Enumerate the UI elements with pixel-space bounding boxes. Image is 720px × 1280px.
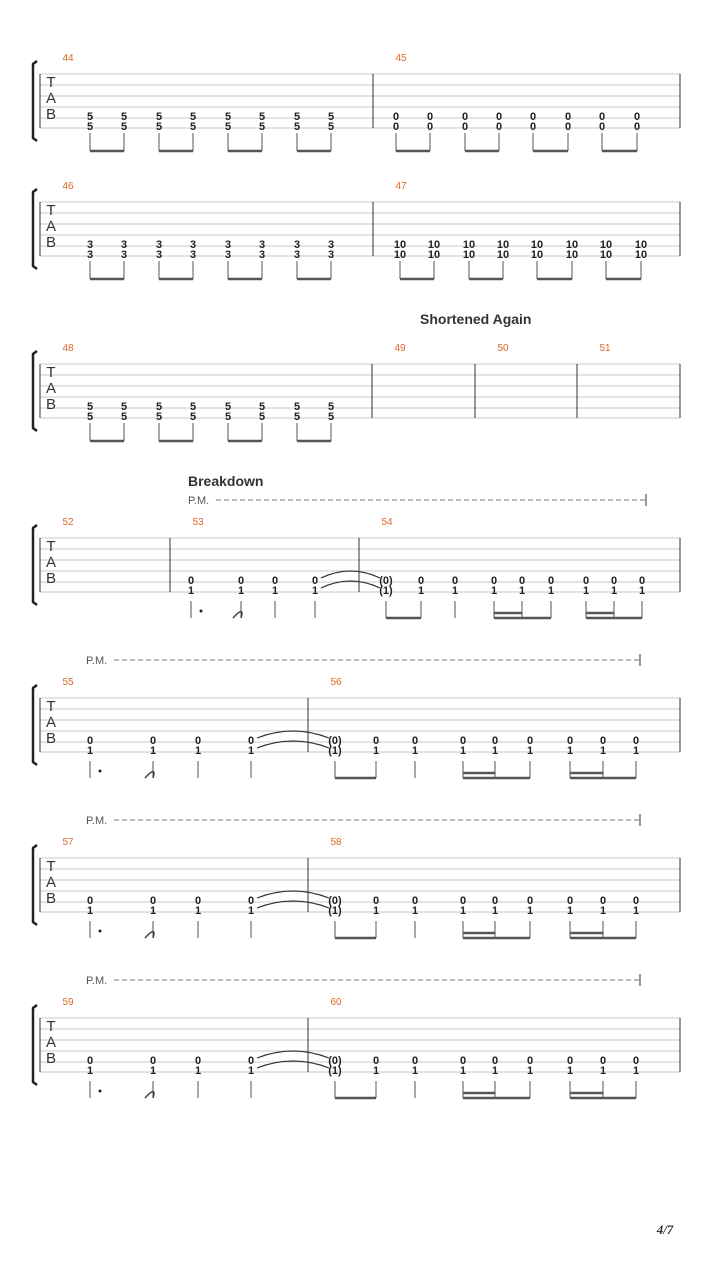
fret-number: 0 — [461, 121, 469, 133]
fret-number: 5 — [189, 401, 197, 413]
fret-number: 5 — [86, 111, 94, 123]
tab-clef-letter: B — [45, 1050, 57, 1067]
fret-number: 0 — [392, 121, 400, 133]
tie-curve — [321, 571, 380, 578]
measure-number: 54 — [381, 517, 393, 528]
fret-number: 0 — [566, 735, 574, 747]
fret-number: 1 — [149, 905, 157, 917]
system-bracket — [33, 685, 37, 765]
palm-mute-label: P.M. — [86, 655, 108, 667]
fret-number: 0 — [526, 1055, 534, 1067]
fret-number: 5 — [327, 401, 335, 413]
fret-number: 0 — [149, 735, 157, 747]
fret-number: 1 — [247, 905, 255, 917]
fret-number: 5 — [327, 411, 335, 423]
fret-number: 0 — [372, 1055, 380, 1067]
tab-clef-letter: B — [45, 396, 57, 413]
fret-number: 0 — [426, 111, 434, 123]
fret-number: 0 — [633, 121, 641, 133]
fret-number: 1 — [237, 585, 245, 597]
fret-number: 1 — [566, 745, 574, 757]
fret-number: 1 — [194, 745, 202, 757]
fret-number: 1 — [459, 745, 467, 757]
dot — [99, 770, 102, 773]
fret-number: 0 — [599, 895, 607, 907]
fret-number: 3 — [86, 239, 94, 251]
measure-number: 56 — [330, 677, 342, 688]
fret-number: 3 — [327, 239, 335, 251]
fret-number: 10 — [393, 249, 407, 261]
tab-clef-letter: T — [46, 74, 56, 91]
fret-number: 0 — [149, 895, 157, 907]
fret-number: 5 — [120, 111, 128, 123]
fret-number: (0) — [328, 895, 342, 907]
measure-number: 51 — [599, 343, 611, 354]
fret-number: 0 — [247, 1055, 255, 1067]
fret-number: (0) — [328, 1055, 342, 1067]
tab-clef-letter: A — [45, 90, 57, 107]
fret-number: 1 — [566, 905, 574, 917]
fret-number: 0 — [598, 121, 606, 133]
fret-number: 0 — [411, 895, 419, 907]
fret-number: 0 — [451, 575, 459, 587]
fret-number: 0 — [247, 895, 255, 907]
fret-number: 0 — [566, 1055, 574, 1067]
system-bracket — [33, 525, 37, 605]
fret-number: 0 — [491, 735, 499, 747]
system-bracket — [33, 189, 37, 269]
fret-number: 0 — [491, 895, 499, 907]
fret-number: 0 — [632, 735, 640, 747]
tab-clef-letter: B — [45, 890, 57, 907]
fret-number: 1 — [271, 585, 279, 597]
fret-number: 3 — [86, 249, 94, 261]
fret-number: 5 — [155, 401, 163, 413]
fret-number: 1 — [372, 1065, 380, 1077]
fret-number: 5 — [120, 401, 128, 413]
fret-number: 0 — [529, 121, 537, 133]
fret-number: 1 — [491, 1065, 499, 1077]
fret-number: 0 — [426, 121, 434, 133]
fret-number: 1 — [526, 905, 534, 917]
dot — [200, 610, 203, 613]
fret-number: (0) — [328, 735, 342, 747]
fret-number: (1) — [328, 905, 342, 917]
fret-number: 1 — [411, 1065, 419, 1077]
fret-number: 1 — [632, 905, 640, 917]
page-number: 4/7 — [656, 1222, 674, 1237]
fret-number: 1 — [526, 745, 534, 757]
fret-number: 3 — [189, 239, 197, 251]
fret-number: 0 — [495, 121, 503, 133]
fret-number: 5 — [258, 121, 266, 133]
fret-number: 3 — [120, 239, 128, 251]
fret-number: 1 — [518, 585, 526, 597]
tab-clef-letter: B — [45, 730, 57, 747]
measure-number: 57 — [62, 837, 74, 848]
measure-number: 47 — [395, 181, 407, 192]
tab-clef-letter: T — [46, 698, 56, 715]
fret-number: 0 — [495, 111, 503, 123]
fret-number: 1 — [526, 1065, 534, 1077]
fret-number: 5 — [258, 111, 266, 123]
fret-number: 0 — [194, 735, 202, 747]
palm-mute-label: P.M. — [188, 495, 210, 507]
fret-number: 3 — [224, 239, 232, 251]
fret-number: 0 — [411, 1055, 419, 1067]
fret-number: 1 — [582, 585, 590, 597]
fret-number: 1 — [632, 745, 640, 757]
fret-number: 1 — [311, 585, 319, 597]
fret-number: 0 — [459, 735, 467, 747]
fret-number: 10 — [462, 239, 476, 251]
fret-number: 10 — [393, 239, 407, 251]
fret-number: 10 — [496, 239, 510, 251]
fret-number: 0 — [271, 575, 279, 587]
fret-number: 10 — [427, 249, 441, 261]
fret-number: 5 — [224, 111, 232, 123]
fret-number: 1 — [411, 905, 419, 917]
section-label: Breakdown — [188, 473, 264, 489]
fret-number: 0 — [638, 575, 646, 587]
fret-number: 0 — [372, 895, 380, 907]
fret-number: 5 — [293, 111, 301, 123]
fret-number: 1 — [187, 585, 195, 597]
fret-number: 5 — [327, 111, 335, 123]
fret-number: 5 — [224, 121, 232, 133]
fret-number: 0 — [372, 735, 380, 747]
fret-number: 0 — [598, 111, 606, 123]
fret-number: 0 — [547, 575, 555, 587]
fret-number: 5 — [155, 411, 163, 423]
fret-number: (0) — [379, 575, 393, 587]
fret-number: 1 — [566, 1065, 574, 1077]
fret-number: 0 — [194, 1055, 202, 1067]
fret-number: 0 — [411, 735, 419, 747]
tab-clef-letter: A — [45, 1034, 57, 1051]
palm-mute-label: P.M. — [86, 815, 108, 827]
fret-number: 0 — [490, 575, 498, 587]
fret-number: 1 — [491, 745, 499, 757]
measure-number: 53 — [192, 517, 204, 528]
measure-number: 52 — [62, 517, 74, 528]
fret-number: 1 — [247, 745, 255, 757]
fret-number: 0 — [518, 575, 526, 587]
fret-number: 10 — [599, 249, 613, 261]
tie-curve — [257, 1051, 329, 1058]
tab-clef-letter: T — [46, 202, 56, 219]
tab-clef-letter: T — [46, 1018, 56, 1035]
fret-number: 1 — [599, 1065, 607, 1077]
fret-number: 0 — [461, 111, 469, 123]
measure-number: 49 — [394, 343, 406, 354]
fret-number: 5 — [86, 121, 94, 133]
fret-number: 1 — [247, 1065, 255, 1077]
fret-number: 5 — [155, 111, 163, 123]
tab-clef-letter: T — [46, 364, 56, 381]
fret-number: 1 — [86, 745, 94, 757]
fret-number: 1 — [411, 745, 419, 757]
fret-number: 3 — [293, 239, 301, 251]
fret-number: 0 — [633, 111, 641, 123]
fret-number: 0 — [187, 575, 195, 587]
fret-number: (1) — [328, 1065, 342, 1077]
fret-number: 0 — [599, 1055, 607, 1067]
fret-number: 0 — [566, 895, 574, 907]
fret-number: 0 — [599, 735, 607, 747]
fret-number: 0 — [149, 1055, 157, 1067]
fret-number: 1 — [547, 585, 555, 597]
fret-number: 1 — [194, 905, 202, 917]
fret-number: 5 — [86, 411, 94, 423]
tab-clef-letter: A — [45, 714, 57, 731]
fret-number: 10 — [530, 249, 544, 261]
fret-number: 3 — [155, 239, 163, 251]
measure-number: 45 — [395, 53, 407, 64]
fret-number: 5 — [120, 121, 128, 133]
fret-number: 1 — [372, 745, 380, 757]
palm-mute-label: P.M. — [86, 975, 108, 987]
fret-number: 5 — [258, 401, 266, 413]
fret-number: 3 — [120, 249, 128, 261]
tab-clef-letter: B — [45, 106, 57, 123]
fret-number: 1 — [86, 905, 94, 917]
fret-number: 3 — [224, 249, 232, 261]
fret-number: 0 — [564, 111, 572, 123]
system-bracket — [33, 845, 37, 925]
dot — [99, 930, 102, 933]
fret-number: 0 — [311, 575, 319, 587]
fret-number: 5 — [258, 411, 266, 423]
measure-number: 59 — [62, 997, 74, 1008]
fret-number: 10 — [565, 239, 579, 251]
fret-number: 5 — [224, 411, 232, 423]
fret-number: 1 — [149, 745, 157, 757]
fret-number: 0 — [86, 1055, 94, 1067]
fret-number: 5 — [189, 411, 197, 423]
measure-number: 50 — [497, 343, 509, 354]
tie-curve — [257, 891, 329, 898]
tie-curve — [257, 731, 329, 738]
fret-number: 3 — [293, 249, 301, 261]
fret-number: 1 — [194, 1065, 202, 1077]
tab-clef-letter: T — [46, 538, 56, 555]
fret-number: 0 — [491, 1055, 499, 1067]
tab-clef-letter: A — [45, 218, 57, 235]
system-bracket — [33, 351, 37, 431]
fret-number: 0 — [194, 895, 202, 907]
tab-clef-letter: B — [45, 570, 57, 587]
fret-number: 0 — [247, 735, 255, 747]
fret-number: 10 — [462, 249, 476, 261]
fret-number: 5 — [189, 121, 197, 133]
fret-number: 1 — [599, 745, 607, 757]
measure-number: 58 — [330, 837, 342, 848]
section-label: Shortened Again — [420, 311, 532, 327]
fret-number: 1 — [638, 585, 646, 597]
measure-number: 55 — [62, 677, 74, 688]
measure-number: 46 — [62, 181, 74, 192]
fret-number: 1 — [632, 1065, 640, 1077]
fret-number: 5 — [120, 411, 128, 423]
fret-number: 3 — [258, 249, 266, 261]
fret-number: 5 — [189, 111, 197, 123]
fret-number: 1 — [610, 585, 618, 597]
fret-number: 0 — [417, 575, 425, 587]
tab-clef-letter: A — [45, 874, 57, 891]
fret-number: 0 — [529, 111, 537, 123]
fret-number: 1 — [490, 585, 498, 597]
fret-number: 1 — [149, 1065, 157, 1077]
fret-number: 5 — [293, 121, 301, 133]
tab-clef-letter: A — [45, 554, 57, 571]
fret-number: 3 — [258, 239, 266, 251]
fret-number: 3 — [189, 249, 197, 261]
fret-number: 1 — [417, 585, 425, 597]
fret-number: 10 — [565, 249, 579, 261]
fret-number: 5 — [224, 401, 232, 413]
measure-number: 60 — [330, 997, 342, 1008]
fret-number: 0 — [564, 121, 572, 133]
fret-number: 1 — [372, 905, 380, 917]
fret-number: 0 — [237, 575, 245, 587]
fret-number: 0 — [526, 735, 534, 747]
dot — [99, 1090, 102, 1093]
fret-number: 1 — [459, 1065, 467, 1077]
fret-number: 5 — [327, 121, 335, 133]
fret-number: 1 — [459, 905, 467, 917]
tab-clef-letter: B — [45, 234, 57, 251]
fret-number: 1 — [491, 905, 499, 917]
fret-number: 1 — [451, 585, 459, 597]
fret-number: (1) — [379, 585, 393, 597]
fret-number: 5 — [293, 411, 301, 423]
fret-number: 5 — [86, 401, 94, 413]
fret-number: 1 — [86, 1065, 94, 1077]
fret-number: 5 — [155, 121, 163, 133]
fret-number: 5 — [293, 401, 301, 413]
fret-number: 10 — [496, 249, 510, 261]
fret-number: 0 — [86, 895, 94, 907]
fret-number: 0 — [526, 895, 534, 907]
tab-clef-letter: A — [45, 380, 57, 397]
fret-number: 0 — [610, 575, 618, 587]
fret-number: 0 — [632, 1055, 640, 1067]
fret-number: 0 — [632, 895, 640, 907]
fret-number: 10 — [427, 239, 441, 251]
fret-number: 0 — [86, 735, 94, 747]
measure-number: 48 — [62, 343, 74, 354]
tab-clef-letter: T — [46, 858, 56, 875]
fret-number: 10 — [634, 249, 648, 261]
fret-number: 0 — [392, 111, 400, 123]
fret-number: 1 — [599, 905, 607, 917]
fret-number: 0 — [459, 895, 467, 907]
fret-number: 10 — [530, 239, 544, 251]
fret-number: 3 — [155, 249, 163, 261]
system-bracket — [33, 61, 37, 141]
fret-number: (1) — [328, 745, 342, 757]
measure-number: 44 — [62, 53, 74, 64]
fret-number: 0 — [459, 1055, 467, 1067]
system-bracket — [33, 1005, 37, 1085]
fret-number: 0 — [582, 575, 590, 587]
fret-number: 3 — [327, 249, 335, 261]
fret-number: 10 — [599, 239, 613, 251]
fret-number: 10 — [634, 239, 648, 251]
